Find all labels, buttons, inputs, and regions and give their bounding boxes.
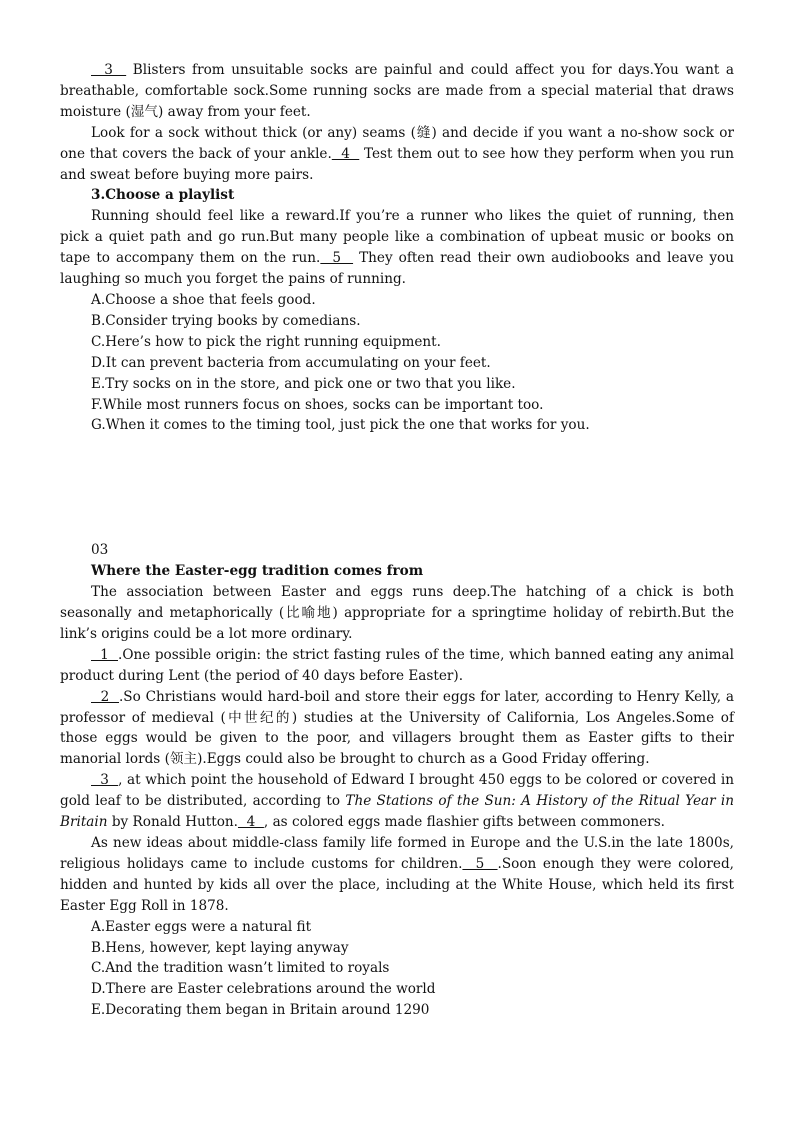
paragraph-text: .Soon enough they were colored, hidden and hunted by kids all over the place, including at the White House, which held its first Easter Egg Roll in 1878. [60, 855, 734, 914]
option-item: A.Choose a shoe that feels good. [91, 291, 316, 308]
paragraph [60, 770, 734, 833]
paragraph-text: , as colored eggs made flashier gifts between commoners. [263, 814, 665, 831]
option-item: D.It can prevent bacteria from accumulating on your feet. [91, 354, 491, 371]
paragraph [60, 645, 734, 687]
paragraph-text: .So Christians would hard-boil and store their eggs for later, according to Henry Kelly, a professor of medieval (中世纪的) studies at the University of California, Los Angeles.Some of those eggs would be given to the poor, and villagers brought them as Easter gifts to their manorial lords (领主).Eggs could also be brought to church as a Good Friday offering. [60, 688, 734, 768]
section-heading: 3.Choose a playlist [91, 187, 235, 204]
answer-blank-5[interactable]: 5 [462, 855, 498, 872]
paragraph-text: As new ideas about middle-class family life formed in Europe and the U.S.in the late 1800s, religious holidays came to include customs for children. [60, 835, 734, 872]
paragraph-text: by Ronald Hutton. [107, 814, 238, 831]
paragraph [60, 206, 734, 290]
option-item: E.Try socks on in the store, and pick one or two that you like. [91, 375, 516, 392]
passage-number: 03 [91, 542, 109, 559]
answer-blank-2[interactable]: 2 [91, 688, 119, 705]
answer-blank-4[interactable]: 4 [331, 145, 360, 162]
answer-blank-3[interactable]: 3 [91, 62, 127, 78]
paragraph [60, 687, 734, 771]
document-page [60, 60, 734, 1021]
answer-blank-4[interactable]: 4 [237, 814, 264, 831]
answer-blank-1[interactable]: 1 [91, 646, 118, 663]
option-item: B.Hens, however, kept laying anyway [91, 939, 349, 956]
option-item: D.There are Easter celebrations around the world [91, 981, 436, 998]
spacer [60, 436, 734, 540]
paragraph-text: Test them out to see how they perform when you run and sweat before buying more pairs. [60, 145, 734, 183]
paragraph-text: Running should feel like a reward.If you’re a runner who likes the quiet of running, then pick a quiet path and go run.But many people like a combination of upbeat music or books on tape to accompany them on the run. [60, 208, 734, 267]
paragraph-text: , at which point the household of Edward I brought 450 eggs to be colored or covered in gold leaf to be distributed, according to [60, 772, 734, 810]
option-item: A.Easter eggs were a natural fit [91, 918, 312, 935]
paragraph [60, 60, 734, 123]
option-item: B.Consider trying books by comedians. [91, 312, 361, 329]
paragraph [60, 123, 734, 186]
option-item: F.While most runners focus on shoes, socks can be important too. [91, 396, 544, 413]
answer-blank-5[interactable]: 5 [320, 250, 354, 267]
paragraph-text: Blisters from unsuitable socks are painful and could affect you for days.You want a breathable, comfortable sock.Some running socks are made from a special material that draws moisture (湿气) away from your feet. [60, 62, 735, 120]
option-item: G.When it comes to the timing tool, just pick the one that works for you. [91, 417, 590, 434]
book-title: The Stations of the Sun: A History of the Ritual Year in Britain [60, 793, 734, 831]
option-item: C.Here’s how to pick the right running equipment. [91, 333, 441, 350]
paragraph: The association between Easter and eggs runs deep.The hatching of a chick is both seasonally and metaphorically (比喻地) appropriate for a springtime holiday of rebirth.But the link’s origins could be a lot more ordinary. [60, 584, 734, 642]
paragraph-text: Look for a sock without thick (or any) seams (缝) and decide if you want a no-show sock or one that covers the back of your ankle. [60, 124, 734, 162]
paragraph-text: They often read their own audiobooks and leave you laughing so much you forget the pains of running. [60, 250, 734, 288]
passage-title: Where the Easter-egg tradition comes from [91, 563, 424, 580]
option-item: E.Decorating them began in Britain around 1290 [91, 1002, 430, 1019]
option-item: C.And the tradition wasn’t limited to royals [91, 960, 390, 977]
paragraph-text: .One possible origin: the strict fasting rules of the time, which banned eating any animal product during Lent (the period of 40 days before Easter). [60, 646, 735, 684]
paragraph [60, 833, 734, 917]
answer-blank-3[interactable]: 3 [91, 772, 119, 789]
